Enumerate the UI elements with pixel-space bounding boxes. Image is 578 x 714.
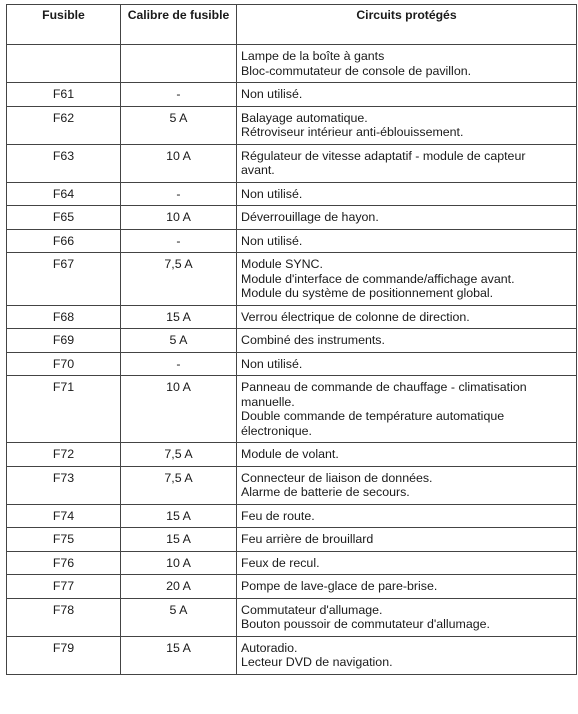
circuit-line: Bloc-commutateur de console de pavillon. <box>241 63 472 78</box>
fuse-id-cell: F62 <box>7 106 121 144</box>
circuit-line: Module du système de positionnement global. <box>241 286 494 300</box>
table-row <box>7 575 577 599</box>
table-row <box>7 636 577 674</box>
circuit-line: manuelle. <box>241 394 295 409</box>
protected-circuits-cell <box>237 598 577 636</box>
table-row <box>7 305 577 329</box>
circuit-line: Verrou électrique de colonne de direction. <box>241 309 470 324</box>
fuse-id-cell: F65 <box>7 206 121 230</box>
table-row <box>7 466 577 504</box>
fuse-id-cell: F78 <box>7 598 121 636</box>
protected-circuits-cell <box>237 229 577 253</box>
header-fuse: Fusible <box>7 5 121 45</box>
circuit-line: Module d'interface de commande/affichage avant. <box>241 271 515 286</box>
fuse-id-cell: F77 <box>7 575 121 599</box>
fuse-id-cell: F61 <box>7 83 121 107</box>
protected-circuits-cell <box>237 305 577 329</box>
fuse-rating-cell: 7,5 A <box>121 466 237 504</box>
table-row <box>7 206 577 230</box>
table-row <box>7 443 577 467</box>
fuse-id-cell: F79 <box>7 636 121 674</box>
fuse-id-cell: F63 <box>7 144 121 182</box>
table-row <box>7 45 577 83</box>
circuit-line: Balayage automatique. <box>241 110 368 125</box>
protected-circuits-cell <box>237 206 577 230</box>
circuit-line: Module de volant. <box>241 447 339 461</box>
protected-circuits-cell <box>237 551 577 575</box>
fuse-rating-cell: - <box>121 182 237 206</box>
header-rating: Calibre de fusible <box>121 5 237 45</box>
fuse-rating-cell: 15 A <box>121 528 237 552</box>
circuit-line: Feux de recul. <box>241 555 320 570</box>
fuse-rating-cell: 7,5 A <box>121 253 237 306</box>
circuit-line: Commutateur d'allumage. <box>241 602 383 617</box>
table-row <box>7 551 577 575</box>
circuit-line: Non utilisé. <box>241 233 303 248</box>
fuse-id-cell: F73 <box>7 466 121 504</box>
circuit-line: Non utilisé. <box>241 186 303 201</box>
fuse-id-cell: F76 <box>7 551 121 575</box>
protected-circuits-cell <box>237 144 577 182</box>
fuse-table <box>6 4 577 675</box>
circuit-line: Combiné des instruments. <box>241 333 385 347</box>
protected-circuits-cell <box>237 528 577 552</box>
protected-circuits-cell <box>237 575 577 599</box>
protected-circuits-cell <box>237 504 577 528</box>
circuit-line: Alarme de batterie de secours. <box>241 485 410 499</box>
table-row <box>7 504 577 528</box>
table-row <box>7 598 577 636</box>
protected-circuits-cell <box>237 636 577 674</box>
circuit-line: Lampe de la boîte à gants <box>241 49 385 63</box>
table-row <box>7 83 577 107</box>
circuit-line: Double commande de température automatique <box>241 409 505 423</box>
fuse-rating-cell: 10 A <box>121 144 237 182</box>
circuit-line: Feu de route. <box>241 508 315 523</box>
protected-circuits-cell <box>237 182 577 206</box>
circuit-line: Connecteur de liaison de données. <box>241 470 433 485</box>
fuse-id-cell: F74 <box>7 504 121 528</box>
fuse-rating-cell: 20 A <box>121 575 237 599</box>
protected-circuits-cell <box>237 329 577 353</box>
circuit-line: Rétroviseur intérieur anti-éblouissement. <box>241 125 464 139</box>
circuit-line: Autoradio. <box>241 640 298 655</box>
circuit-line: Module SYNC. <box>241 257 323 271</box>
fuse-id-cell: F67 <box>7 253 121 306</box>
fuse-rating-cell: - <box>121 229 237 253</box>
fuse-rating-cell: 5 A <box>121 106 237 144</box>
fuse-id-cell: F72 <box>7 443 121 467</box>
circuit-line: Panneau de commande de chauffage - climatisation <box>241 380 527 394</box>
protected-circuits-cell <box>237 83 577 107</box>
table-row <box>7 253 577 306</box>
protected-circuits-cell <box>237 466 577 504</box>
table-row <box>7 528 577 552</box>
circuit-line: Non utilisé. <box>241 87 303 101</box>
fuse-id-cell <box>7 45 121 83</box>
circuit-line: Régulateur de vitesse adaptatif - module de capteur <box>241 148 526 163</box>
protected-circuits-cell <box>237 45 577 83</box>
table-row <box>7 329 577 353</box>
table-row <box>7 106 577 144</box>
circuit-line: Feu arrière de brouillard <box>241 532 374 546</box>
fuse-rating-cell: 7,5 A <box>121 443 237 467</box>
table-row <box>7 182 577 206</box>
circuit-line: Non utilisé. <box>241 356 303 371</box>
fuse-rating-cell: 10 A <box>121 206 237 230</box>
protected-circuits-cell <box>237 443 577 467</box>
fuse-id-cell: F64 <box>7 182 121 206</box>
fuse-id-cell: F69 <box>7 329 121 353</box>
protected-circuits-cell <box>237 352 577 376</box>
fuse-rating-cell: 10 A <box>121 551 237 575</box>
fuse-rating-cell: 5 A <box>121 329 237 353</box>
fuse-id-cell: F66 <box>7 229 121 253</box>
fuse-id-cell: F70 <box>7 352 121 376</box>
header-row <box>7 5 577 45</box>
circuit-line: Bouton poussoir de commutateur d'allumage. <box>241 617 490 631</box>
header-circuits: Circuits protégés <box>237 5 577 45</box>
table-row <box>7 229 577 253</box>
fuse-rating-cell: - <box>121 83 237 107</box>
fuse-rating-cell: - <box>121 352 237 376</box>
fuse-rating-cell: 15 A <box>121 305 237 329</box>
fuse-id-cell: F71 <box>7 376 121 443</box>
table-body <box>7 45 577 675</box>
protected-circuits-cell <box>237 253 577 306</box>
fuse-rating-cell: 5 A <box>121 598 237 636</box>
table-row <box>7 376 577 443</box>
table-header <box>7 5 577 45</box>
fuse-rating-cell <box>121 45 237 83</box>
circuit-line: électronique. <box>241 423 312 438</box>
fuse-rating-cell: 15 A <box>121 636 237 674</box>
table-row <box>7 144 577 182</box>
circuit-line: avant. <box>241 163 275 177</box>
table-row <box>7 352 577 376</box>
fuse-id-cell: F68 <box>7 305 121 329</box>
circuit-line: Déverrouillage de hayon. <box>241 210 379 224</box>
circuit-line: Pompe de lave-glace de pare-brise. <box>241 579 438 593</box>
circuit-line: Lecteur DVD de navigation. <box>241 655 393 669</box>
fuse-rating-cell: 15 A <box>121 504 237 528</box>
fuse-id-cell: F75 <box>7 528 121 552</box>
fuse-rating-cell: 10 A <box>121 376 237 443</box>
protected-circuits-cell <box>237 376 577 443</box>
protected-circuits-cell <box>237 106 577 144</box>
